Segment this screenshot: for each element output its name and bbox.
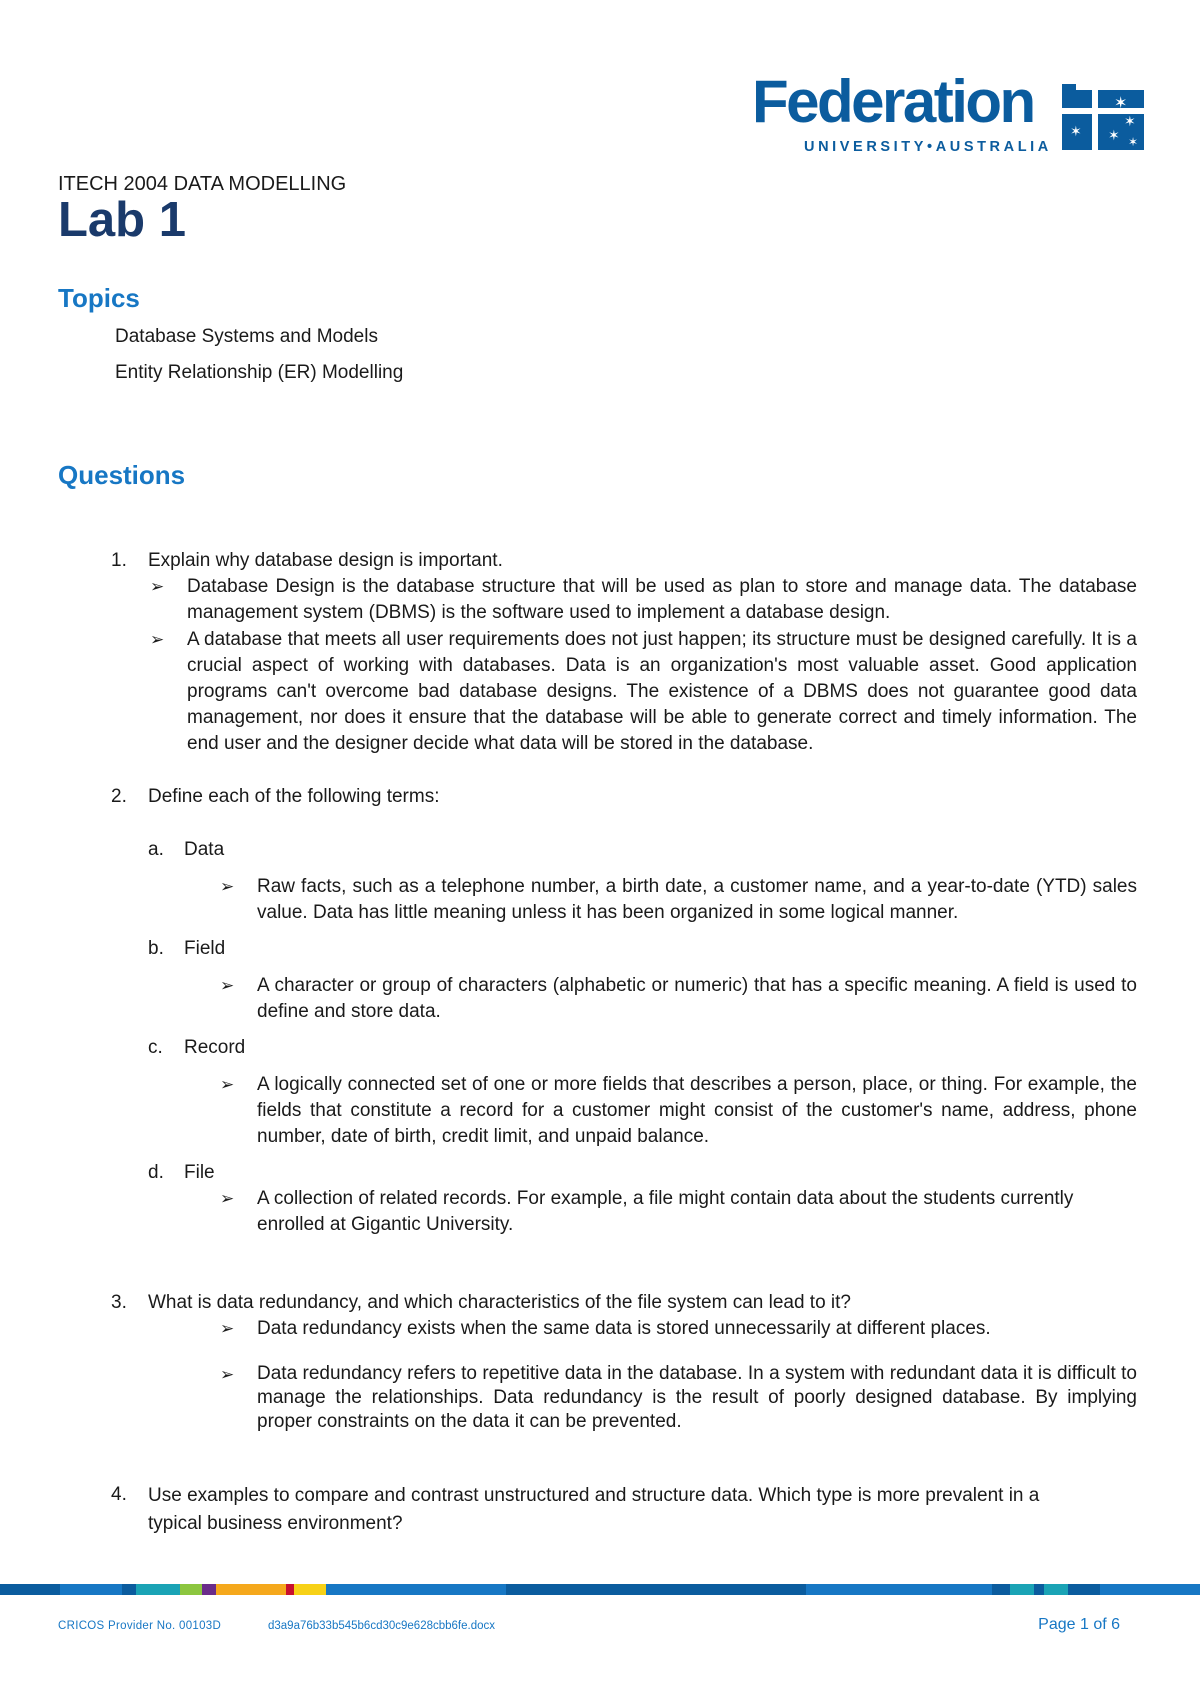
- answer-text: A database that meets all user requirements does not just happen; its structure must be designed carefully. It is a crucial aspect of working with databases. Data is an organization's most valuable asset. Good application programs can't overcome bad database designs. The existence of a DBMS does not guarantee good data management, nor does it ensure that the database will be able to generate correct and timely information. The end user and the designer decide what data will be stored in the database.: [187, 629, 1137, 754]
- term-definition: A character or group of characters (alphabetic or numeric) that has a specific meaning. A field is used to define and store data.: [257, 975, 1137, 1022]
- svg-text:✶: ✶: [1108, 128, 1120, 144]
- question-text: What is data redundancy, and which characteristics of the file system can lead to it?: [148, 1292, 851, 1313]
- term-definition: A collection of related records. For example, a file might contain data about the students currently enrolled at Gigantic University.: [257, 1188, 1074, 1235]
- term-definition: Raw facts, such as a telephone number, a birth date, a customer name, and a year-to-date (YTD) sales value. Data has little meaning unless it has been organized in some logical manner.: [257, 876, 1137, 923]
- term-letter: b.: [148, 938, 164, 959]
- arrow-bullet-icon: ➢: [220, 1319, 235, 1338]
- topic-item: Entity Relationship (ER) Modelling: [115, 362, 404, 383]
- term-letter: c.: [148, 1037, 163, 1058]
- course-title: ITECH 2004 DATA MODELLING: [58, 173, 347, 195]
- term-letter: a.: [148, 839, 164, 860]
- questions-heading: Questions: [58, 460, 186, 490]
- flag-icon: [1062, 84, 1144, 156]
- question-number: 3.: [111, 1292, 127, 1313]
- topics-heading: Topics: [58, 283, 140, 313]
- term-label: Field: [184, 938, 226, 959]
- term-label: File: [184, 1162, 215, 1183]
- question-number: 4.: [111, 1484, 127, 1505]
- question-text: Define each of the following terms:: [148, 786, 440, 807]
- document-filename: d3a9a76b33b545b6cd30c9e628cbb6fe.docx: [268, 1620, 496, 1632]
- svg-text:✶: ✶: [1124, 114, 1136, 130]
- question-text: Explain why database design is important.: [148, 550, 503, 571]
- logo-wordmark: Federation: [752, 68, 1034, 135]
- question-number: 1.: [111, 550, 127, 571]
- answer-text: Data redundancy exists when the same data is stored unnecessarily at different places.: [257, 1318, 991, 1339]
- federation-logo: [752, 68, 1147, 160]
- arrow-bullet-icon: ➢: [220, 976, 235, 995]
- arrow-bullet-icon: ➢: [220, 1365, 235, 1384]
- footer-color-bar: [0, 1584, 1200, 1595]
- term-definition: A logically connected set of one or more fields that describes a person, place, or thing. For example, the fields that constitute a record for a customer might consist of the customer's name, address, phone number, date of birth, credit limit, and unpaid balance.: [257, 1074, 1137, 1147]
- logo-subtitle: UNIVERSITY•AUSTRALIA: [804, 139, 1052, 155]
- term-letter: d.: [148, 1162, 164, 1183]
- term-label: Record: [184, 1037, 246, 1058]
- topic-item: Database Systems and Models: [115, 326, 378, 347]
- question-text: Use examples to compare and contrast unstructured and structure data. Which type is more prevalent in a typical business environment?: [148, 1485, 1040, 1534]
- svg-text:✶: ✶: [1070, 124, 1082, 140]
- arrow-bullet-icon: ➢: [150, 577, 165, 596]
- page-title: Lab 1: [58, 193, 186, 247]
- svg-text:✶: ✶: [1128, 135, 1139, 149]
- question-number: 2.: [111, 786, 127, 807]
- cricos-provider: CRICOS Provider No. 00103D: [58, 1620, 222, 1632]
- answer-text: Database Design is the database structure that will be used as plan to store and manage data. The database management system (DBMS) is the software used to implement a database design.: [187, 576, 1137, 623]
- arrow-bullet-icon: ➢: [150, 630, 165, 649]
- answer-text: Data redundancy refers to repetitive data in the database. In a system with redundant data it is difficult to manage the relationships. Data redundancy is the result of poorly designed database. By implying proper constraints on the data it can be prevented.: [257, 1363, 1137, 1432]
- arrow-bullet-icon: ➢: [220, 1075, 235, 1094]
- page-number: Page 1 of 6: [1038, 1616, 1120, 1633]
- term-label: Data: [184, 839, 225, 860]
- svg-text:✶: ✶: [1114, 93, 1128, 112]
- arrow-bullet-icon: ➢: [220, 877, 235, 896]
- arrow-bullet-icon: ➢: [220, 1189, 235, 1208]
